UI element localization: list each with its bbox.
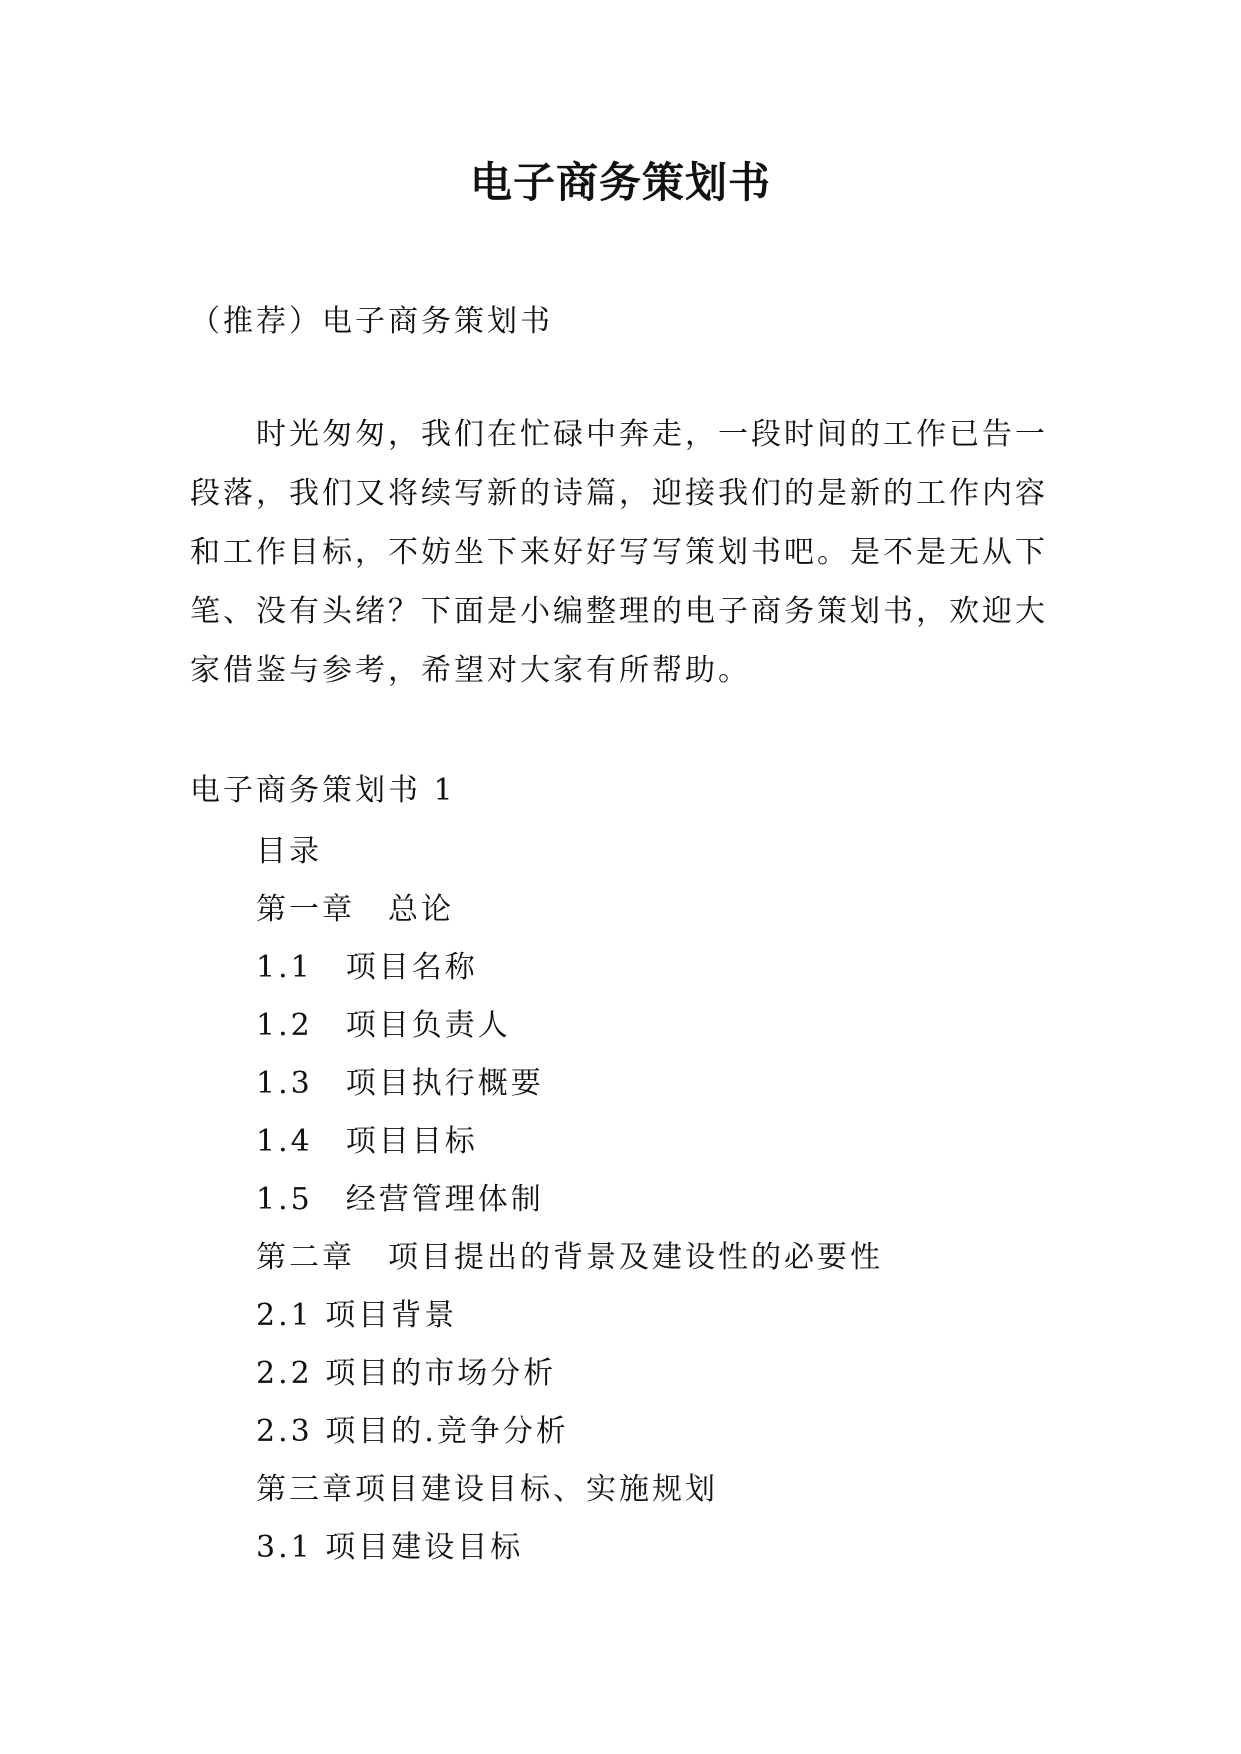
- toc-item-1-3: 1.3 项目执行概要: [256, 1066, 544, 1101]
- section-heading: 电子商务策划书 1: [190, 773, 456, 808]
- toc-heading: 目录: [256, 834, 322, 869]
- toc-item-1-4: 1.4 项目目标: [256, 1124, 478, 1159]
- toc-item-2-3: 2.3 项目的.竞争分析: [256, 1414, 569, 1449]
- toc-item-1-1: 1.1 项目名称: [256, 950, 478, 985]
- intro-paragraph: 时光匆匆，我们在忙碌中奔走，一段时间的工作已告一段落，我们又将续写新的诗篇，迎接我们的是新的工作内容和工作目标，不妨坐下来好好写写策划书吧。是不是无从下笔、没有头绪？下面是小编整理的电子商务策划书，欢迎大家借鉴与参考，希望对大家有所帮助。: [190, 417, 1048, 688]
- toc-item-1-5: 1.5 经营管理体制: [256, 1182, 544, 1217]
- toc-chapter-3: 第三章项目建设目标、实施规划: [256, 1472, 718, 1507]
- toc-chapter-1: 第一章 总论: [256, 892, 454, 927]
- toc-item-3-1: 3.1 项目建设目标: [256, 1530, 524, 1565]
- document-subtitle: （推荐）电子商务策划书: [190, 304, 553, 339]
- toc-item-2-2: 2.2 项目的市场分析: [256, 1356, 557, 1391]
- table-of-contents: [256, 823, 883, 1577]
- toc-item-2-1: 2.1 项目背景: [256, 1298, 458, 1333]
- document-title: 电子商务策划书: [469, 158, 771, 207]
- toc-item-1-2: 1.2 项目负责人: [256, 1008, 511, 1043]
- toc-chapter-2: 第二章 项目提出的背景及建设性的必要性: [256, 1240, 883, 1275]
